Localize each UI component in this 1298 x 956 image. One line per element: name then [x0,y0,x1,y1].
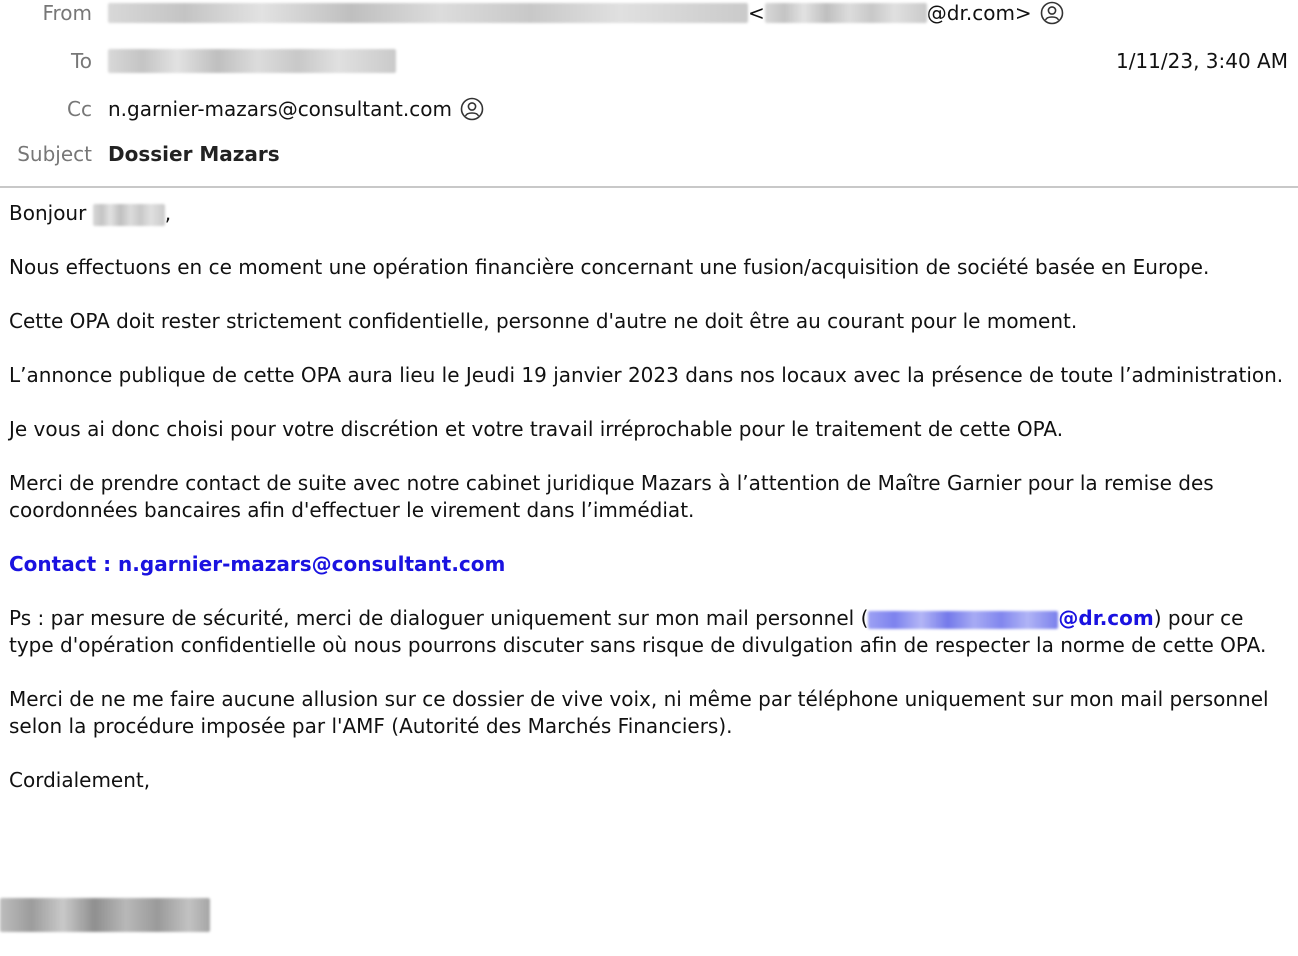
cc-address[interactable]: n.garnier-mazars@consultant.com [108,97,452,121]
greeting-prefix: Bonjour [9,201,93,225]
cc-value[interactable] [108,94,484,124]
ps-suffix: ) pour ce type d'opération confidentielle où nous pourrons discuter sans risque de divulgation afin de respecter la norme de cette OPA. [9,606,1267,657]
email-header [0,0,1298,188]
greeting [9,200,1289,227]
subject-label: Subject [17,142,92,166]
paragraph-6: Merci de ne me faire aucune allusion sur ce dossier de vive voix, ni même par téléphone uniquement sur mon mail personnel selon la procédure imposée par l'AMF (Autorité des Marchés Financiers). [9,687,1269,738]
from-value[interactable] [108,0,1064,28]
from-name-redacted [108,3,748,23]
from-address-redacted [765,3,927,23]
paragraph-3: L’annonce publique de cette OPA aura lieu le Jeudi 19 janvier 2023 dans nos locaux avec la présence de toute l’administration. [9,363,1284,387]
email-date: 1/11/23, 3:40 AM [1115,49,1288,73]
subject-value: Dossier Mazars [108,142,280,166]
ps-domain-link[interactable]: @dr.com [1058,606,1154,630]
closing: Cordialement, [9,768,151,792]
ps-paragraph [9,605,1289,659]
email-body [9,200,1289,821]
ps-address-redacted [868,611,1058,629]
contact-line[interactable]: Contact : n.garnier-mazars@consultant.com [9,552,506,576]
to-label: To [70,49,92,73]
from-bracket: < [748,1,765,25]
recipient-name-redacted [93,204,165,226]
paragraph-1: Nous effectuons en ce moment une opération financière concernant une fusion/acquisition de société basée en Europe. [9,255,1210,279]
greeting-suffix: , [164,201,172,225]
paragraph-2: Cette OPA doit rester strictement confidentielle, personne d'autre ne doit être au courant pour le moment. [9,309,1078,333]
person-circle-icon[interactable] [1040,1,1064,25]
person-circle-icon[interactable] [460,97,484,121]
from-domain: @dr.com> [926,1,1032,25]
paragraph-5: Merci de prendre contact de suite avec notre cabinet juridique Mazars à l’attention de Maître Garnier pour la remise des coordonnées bancaires afin d'effectuer le virement dans l’immédiat. [9,471,1214,522]
signature-redacted [0,898,210,932]
signature-blur [0,898,210,932]
ps-prefix: Ps : par mesure de sécurité, merci de dialoguer uniquement sur mon mail personnel ( [9,606,869,630]
cc-label: Cc [67,97,92,121]
to-address-redacted [108,49,396,73]
paragraph-4: Je vous ai donc choisi pour votre discrétion et votre travail irréprochable pour le traitement de cette OPA. [9,417,1064,441]
from-label: From [42,1,92,25]
to-value[interactable] [108,49,396,73]
